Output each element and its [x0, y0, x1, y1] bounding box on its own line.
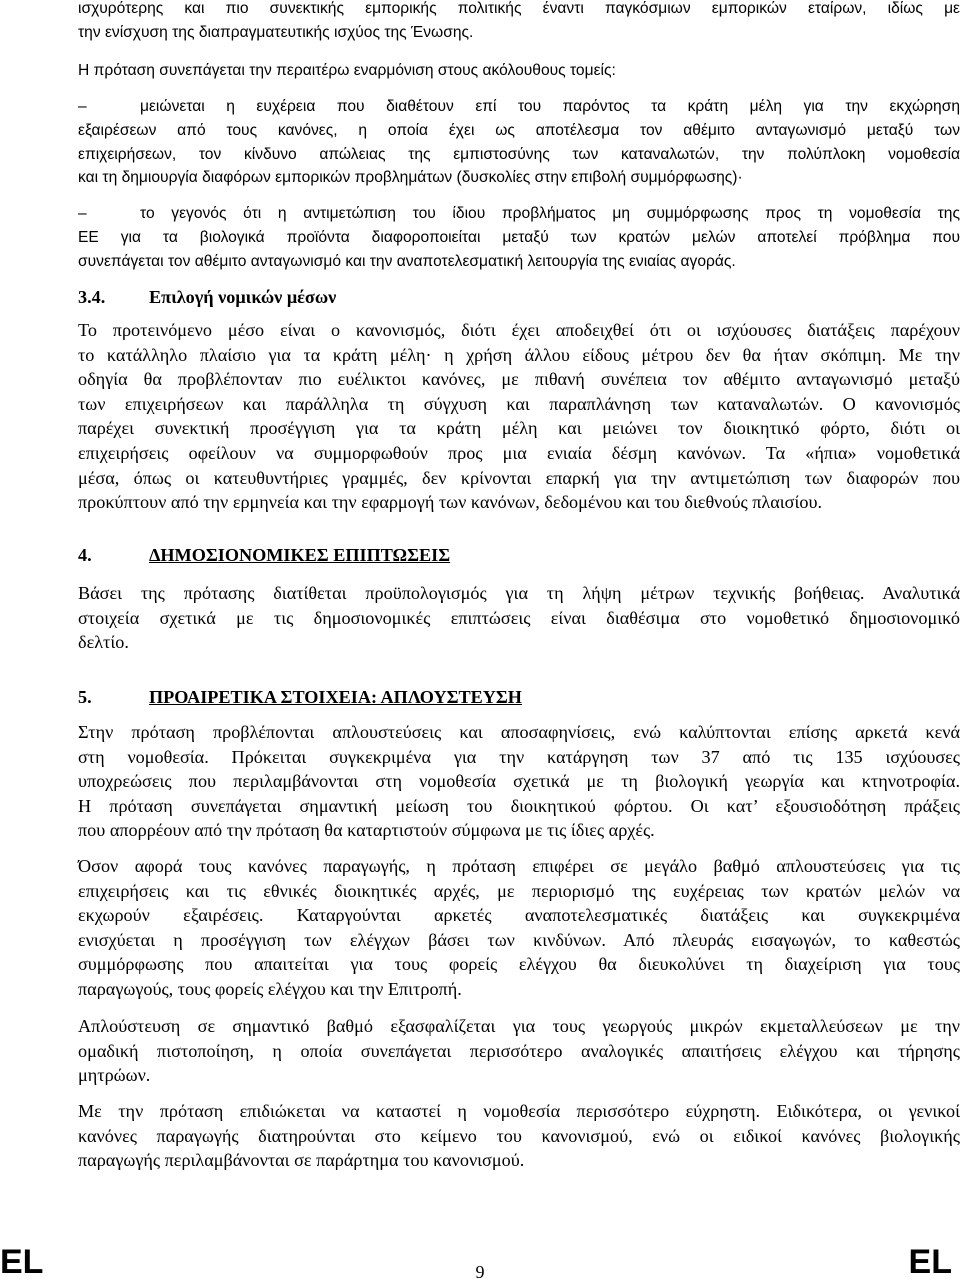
paragraph-line: Απλούστευση σε σημαντικό βαθμό εξασφαλίζεται για τους γεωργούς μικρών εκμεταλλεύσεων με την — [78, 1016, 960, 1036]
paragraph-line: Η πρόταση συνεπάγεται σημαντική μείωση του διοικητικού φόρτου. Οι κατ’ εξουσιοδότηση πράξεις — [78, 795, 960, 816]
paragraph-line: στοιχεία σχετικά με τις δημοσιονομικές επιπτώσεις είναι διαθέσιμα στο νομοθετικό δημοσιονομικό — [78, 607, 960, 628]
bullet-text: επιχειρήσεων, τον κίνδυνο απώλειας της εμπιστοσύνης των καταναλωτών, την πολύπλοκη νομοθεσία — [78, 145, 960, 163]
section-3-4-paragraph — [78, 318, 960, 515]
section-number: 5. — [78, 687, 92, 707]
section-number: 4. — [78, 545, 92, 565]
bullet-marker: – — [78, 205, 87, 222]
paragraph-line: που απορρέουν από την πρόταση θα καταρτιστούν σύμφωνα με τις ίδιες αρχές. — [78, 820, 655, 841]
paragraph-line: επιχειρήσεις οφείλουν να συμμορφωθούν προς μια ενιαία δέσμη κανόνων. Τα «ήπια» νομοθετικά — [78, 442, 960, 463]
section-heading: ΔΗΜΟΣΙΟΝΟΜΙΚΕΣ ΕΠΙΠΤΩΣΕΙΣ — [149, 545, 451, 565]
bullet-text: εξαιρέσεων από τους κανόνες, η οποία έχει ως αποτέλεσμα τον αθέμιτο ανταγωνισμό μεταξύ των — [78, 121, 960, 139]
paragraph-line: Στην πρόταση προβλέπονται απλουστεύσεις και αποσαφηνίσεις, ενώ καλύπτονται επίσης αρκετά κενά — [78, 722, 960, 742]
paragraph-line: των επιχειρήσεων και παράλληλα τη σύγχυση και παραπλάνηση των καταναλωτών. Ο κανονισμός — [78, 393, 960, 414]
paragraph-line: παραγωγής περιλαμβάνονται σε παράρτημα του κανονισμού. — [78, 1150, 525, 1171]
bullet-item — [78, 95, 960, 190]
paragraph-line: επιχειρήσεις και τις εθνικές διοικητικές αρχές, με περιορισμό της ευχέρειας των κρατών μελών να — [78, 880, 960, 901]
intro-paragraph — [78, 0, 960, 45]
paragraph-line: Το προτεινόμενο μέσο είναι ο κανονισμός, διότι έχει αποδειχθεί ότι οι ισχύουσες διατάξεις παρέχουν — [78, 320, 960, 340]
paragraph-line: υποχρεώσεις που περιλαμβάνονται στη νομοθεσία σχετικά με τη βιολογική γεωργία και κτηνοτροφία. — [78, 771, 960, 792]
bullet-text: το γεγονός ότι η αντιμετώπιση του ίδιου προβλήματος μη συμμόρφωσης προς τη νομοθεσία της — [140, 205, 960, 222]
bullet-text: μειώνεται η ευχέρεια που διαθέτουν επί του παρόντος τα κράτη μέλη για την εκχώρηση — [140, 98, 960, 115]
section-heading: ΠΡΟΑΙΡΕΤΙΚΑ ΣΤΟΙΧΕΙΑ: ΑΠΛΟΥΣΤΕΥΣΗ — [149, 687, 522, 707]
paragraph-line: μέσα, όπως οι κατευθυντήριες γραμμές, δεν κρίνονται επαρκή για την αντιμετώπιση των διαφορών που — [78, 467, 960, 488]
intro-line: Η πρόταση συνεπάγεται την περαιτέρω εναρμόνιση στους ακόλουθους τομείς: — [78, 62, 616, 79]
section-5-paragraph — [78, 1099, 960, 1173]
paragraph-line: ομαδική πιστοποίηση, η οποία συνεπάγεται περισσότερο αναλογικές απαιτήσεις ελέγχου και τήρησης — [78, 1040, 960, 1061]
section-5-paragraph — [78, 854, 960, 1002]
bullet-text: συνεπάγεται τον αθέμιτο ανταγωνισμό και την αναποτελεσματική λειτουργία της ενιαίας αγοράς. — [78, 252, 736, 270]
bullet-text: ΕΕ για τα βιολογικά προϊόντα διαφοροποιείται μεταξύ των κρατών μελών αποτελεί πρόβλημα που — [78, 228, 960, 246]
paragraph-line: κανόνες παραγωγής διατηρούνται στο κείμενο του κανονισμού, ενώ οι ειδικοί κανόνες βιολογικής — [78, 1125, 960, 1146]
section-number: 3.4. — [78, 287, 106, 307]
paragraph-line: συμμόρφωσης που απαιτείται για τους φορείς ελέγχου θα διευκολύνει τη διαχείριση για τους — [78, 954, 960, 975]
paragraph-line: δελτίο. — [78, 632, 129, 653]
section-4-paragraph — [78, 581, 960, 655]
footer-language-code: EL — [908, 1243, 952, 1281]
paragraph-line: ενισχύεται η προσέγγιση των ελέγχων βάσει των κινδύνων. Από πλευράς εισαγωγών, το καθεστώς — [78, 929, 960, 950]
paragraph-line: Όσον αφορά τους κανόνες παραγωγής, η πρόταση επιφέρει σε μεγάλο βαθμό απλουστεύσεις για τις — [78, 856, 960, 876]
section-heading: Επιλογή νομικών μέσων — [149, 287, 337, 307]
footer-language-code: EL — [0, 1243, 44, 1281]
paragraph-line: παρέχει συνεκτική προσέγγιση για τα κράτη μέλη και μειώνει τον διοικητικό φόρτο, διότι οι — [78, 418, 960, 439]
paragraph-line: παραγωγούς, τους φορείς ελέγχου και την Επιτροπή. — [78, 978, 462, 999]
section-5-paragraph — [78, 1014, 960, 1088]
section-5-paragraph — [78, 720, 960, 843]
intro-lead-paragraph — [78, 59, 960, 83]
paragraph-line: οδηγία θα προβλέπονταν πιο ευέλικτοι κανόνες, με πιθανή συνέπεια τον αθέμιτο ανταγωνισμό μεταξύ — [78, 369, 960, 390]
bullet-marker: – — [78, 98, 87, 115]
intro-line: ισχυρότερης και πιο συνεκτικής εμπορικής πολιτικής έναντι παγκόσμιων εμπορικών εταίρων, ιδίως με — [78, 0, 960, 17]
bullet-text: και τη δημιουργία διαφόρων εμπορικών προβλημάτων (δυσκολίες στην επιβολή συμμόρφωσης)· — [78, 169, 743, 187]
paragraph-line: Βάσει της πρότασης διατίθεται προϋπολογισμός για τη λήψη μέτρων τεχνικής βοήθειας. Αναλυτικά — [78, 583, 960, 603]
paragraph-line: Με την πρόταση επιδιώκεται να καταστεί η νομοθεσία περισσότερο εύχρηστη. Ειδικότερα, οι γενικοί — [78, 1101, 960, 1121]
bullet-item — [78, 202, 960, 273]
paragraph-line: μητρώων. — [78, 1065, 151, 1086]
paragraph-line: προκύπτουν από την ερμηνεία και την εφαρμογή των κανόνων, δεδομένου και του διεθνούς πλαισίου. — [78, 492, 822, 513]
paragraph-line: το κατάλληλο πλαίσιο για τα κράτη μέλη· η χρήση άλλου είδους μέτρου δεν θα ήταν σκόπιμη. Με την — [78, 344, 960, 365]
paragraph-line: στη νομοθεσία. Πρόκειται συγκεκριμένα για την κατάργηση των 37 από τις 135 ισχύουσες — [78, 746, 960, 767]
page-number: 9 — [475, 1262, 485, 1282]
paragraph-line: εκχωρούν εξαιρέσεις. Καταργούνται αρκετές αναποτελεσματικές διατάξεις και συγκεκριμένα — [78, 905, 960, 926]
intro-line: την ενίσχυση της διαπραγματευτικής ισχύος της Ένωσης. — [78, 23, 474, 41]
